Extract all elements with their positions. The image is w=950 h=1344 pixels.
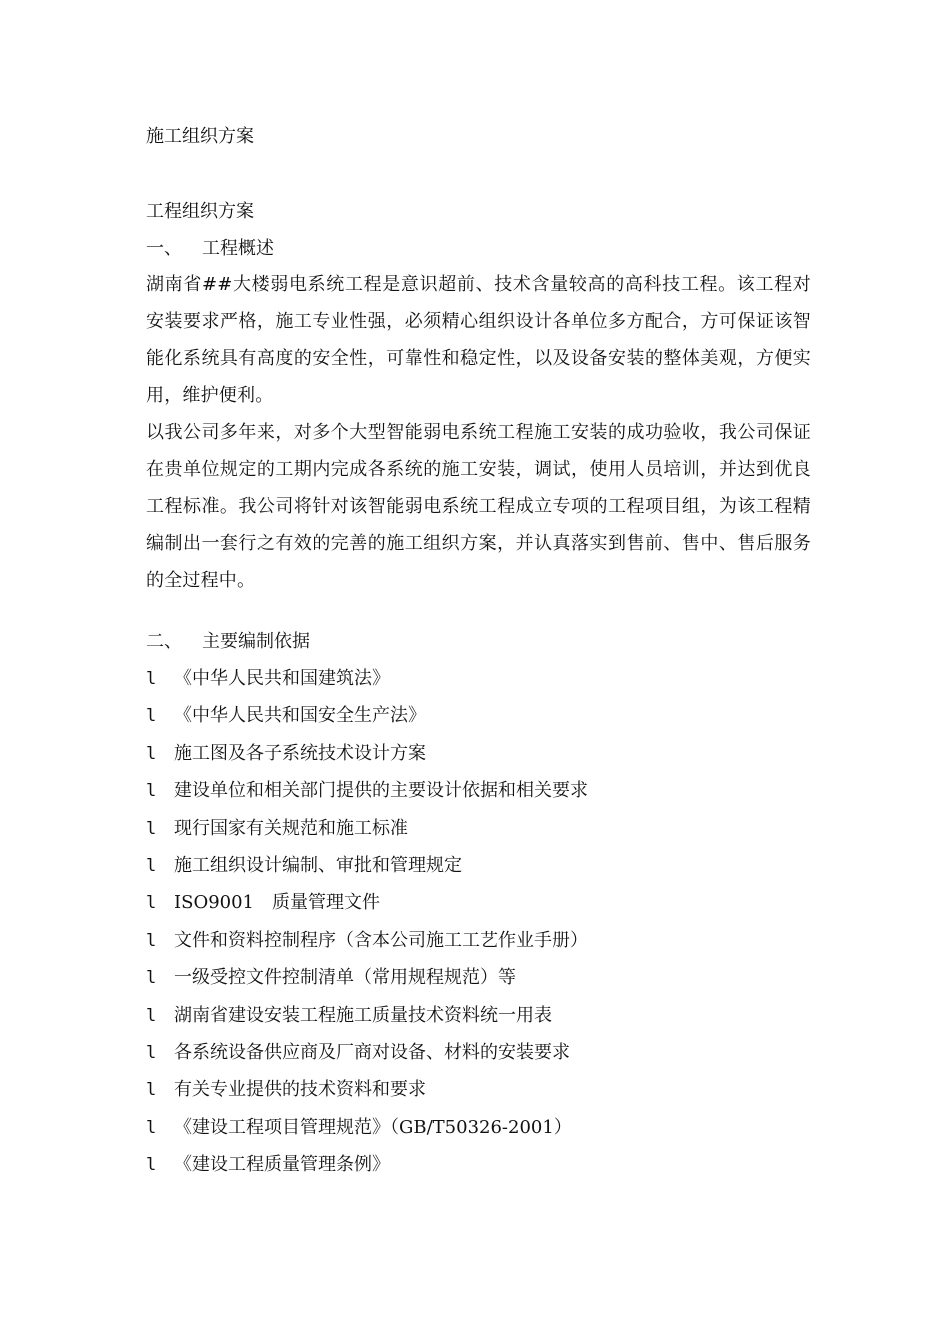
list-bullet: l	[146, 1005, 157, 1026]
list-item-text: 有关专业提供的技术资料和要求	[174, 1079, 426, 1101]
list-bullet: l	[146, 706, 157, 727]
list-item-text: 《建设工程质量管理条例》	[174, 1154, 390, 1176]
list-item	[146, 816, 588, 853]
list-bullet: l	[146, 855, 157, 876]
list-bullet: l	[146, 669, 157, 689]
list-bullet: l	[146, 1155, 157, 1176]
list-item-text: 湖南省建设安装工程施工质量技术资料统一用表	[174, 1004, 552, 1026]
list-bullet: l	[146, 1080, 157, 1101]
list-bullet: l	[146, 818, 157, 839]
list-item-text: 施工图及各子系统技术设计方案	[174, 742, 426, 764]
section-title-1: 工程概述	[202, 238, 274, 259]
list-item	[146, 1115, 588, 1152]
section-heading-2	[146, 629, 310, 655]
list-item-text: 各系统设备供应商及厂商对设备、材料的安装要求	[174, 1041, 570, 1063]
document-subtitle: 工程组织方案	[146, 201, 254, 222]
list-item-text: ISO9001 质量管理文件	[174, 892, 381, 914]
section-heading-1	[146, 236, 274, 262]
list-bullet: l	[146, 893, 157, 914]
list-item	[146, 1077, 588, 1114]
section-number-1: 一、	[146, 238, 182, 259]
basis-list	[146, 666, 588, 1189]
paragraph-overview-2: 以我公司多年来，对多个大型智能弱电系统工程施工安装的成功验收，我公司保证在贵单位规定的工期内完成各系统的施工安装，调试，使用人员培训，并达到优良工程标准。我公司将针对该智能弱电系统工程成立专项的工程项目组，为该工程精编制出一套行之有效的完善的施工组织方案，并认真落实到售前、售中、售后服务的全过程中。	[146, 422, 811, 591]
list-bullet: l	[146, 930, 157, 951]
list-item	[146, 928, 588, 965]
list-item	[146, 1152, 588, 1189]
section-number-2: 二、	[146, 631, 182, 652]
list-item	[146, 666, 588, 703]
list-item	[146, 1040, 588, 1077]
list-item	[146, 741, 588, 778]
list-item-text: 《中华人民共和国建筑法》	[174, 668, 390, 689]
list-item-text: 文件和资料控制程序（含本公司施工工艺作业手册）	[174, 929, 588, 951]
paragraph-overview-1: 湖南省##大楼弱电系统工程是意识超前、技术含量较高的高科技工程。该工程对安装要求严格，施工专业性强，必须精心组织设计各单位多方配合，方可保证该智能化系统具有高度的安全性，可靠性和稳定性，以及设备安装的整体美观，方便实用，维护便利。	[146, 274, 811, 406]
list-bullet: l	[146, 968, 157, 989]
list-bullet: l	[146, 1042, 157, 1063]
list-item	[146, 778, 588, 815]
list-bullet: l	[146, 1117, 157, 1138]
list-item-text: 一级受控文件控制清单（常用规程规范）等	[174, 967, 516, 989]
list-item-text: 《建设工程项目管理规范》（GB/T50326-2001）	[174, 1116, 572, 1138]
list-item	[146, 965, 588, 1002]
list-item	[146, 1003, 588, 1040]
list-item-text: 《中华人民共和国安全生产法》	[174, 705, 426, 727]
list-bullet: l	[146, 743, 157, 764]
list-item-text: 施工组织设计编制、审批和管理规定	[174, 854, 462, 876]
list-item-text: 现行国家有关规范和施工标准	[174, 817, 408, 839]
list-item-text: 建设单位和相关部门提供的主要设计依据和相关要求	[174, 780, 588, 802]
section-title-2: 主要编制依据	[202, 631, 310, 652]
list-item	[146, 853, 588, 890]
document-title: 施工组织方案	[146, 126, 254, 147]
list-bullet: l	[146, 781, 157, 802]
list-item	[146, 890, 588, 927]
list-item	[146, 703, 588, 740]
